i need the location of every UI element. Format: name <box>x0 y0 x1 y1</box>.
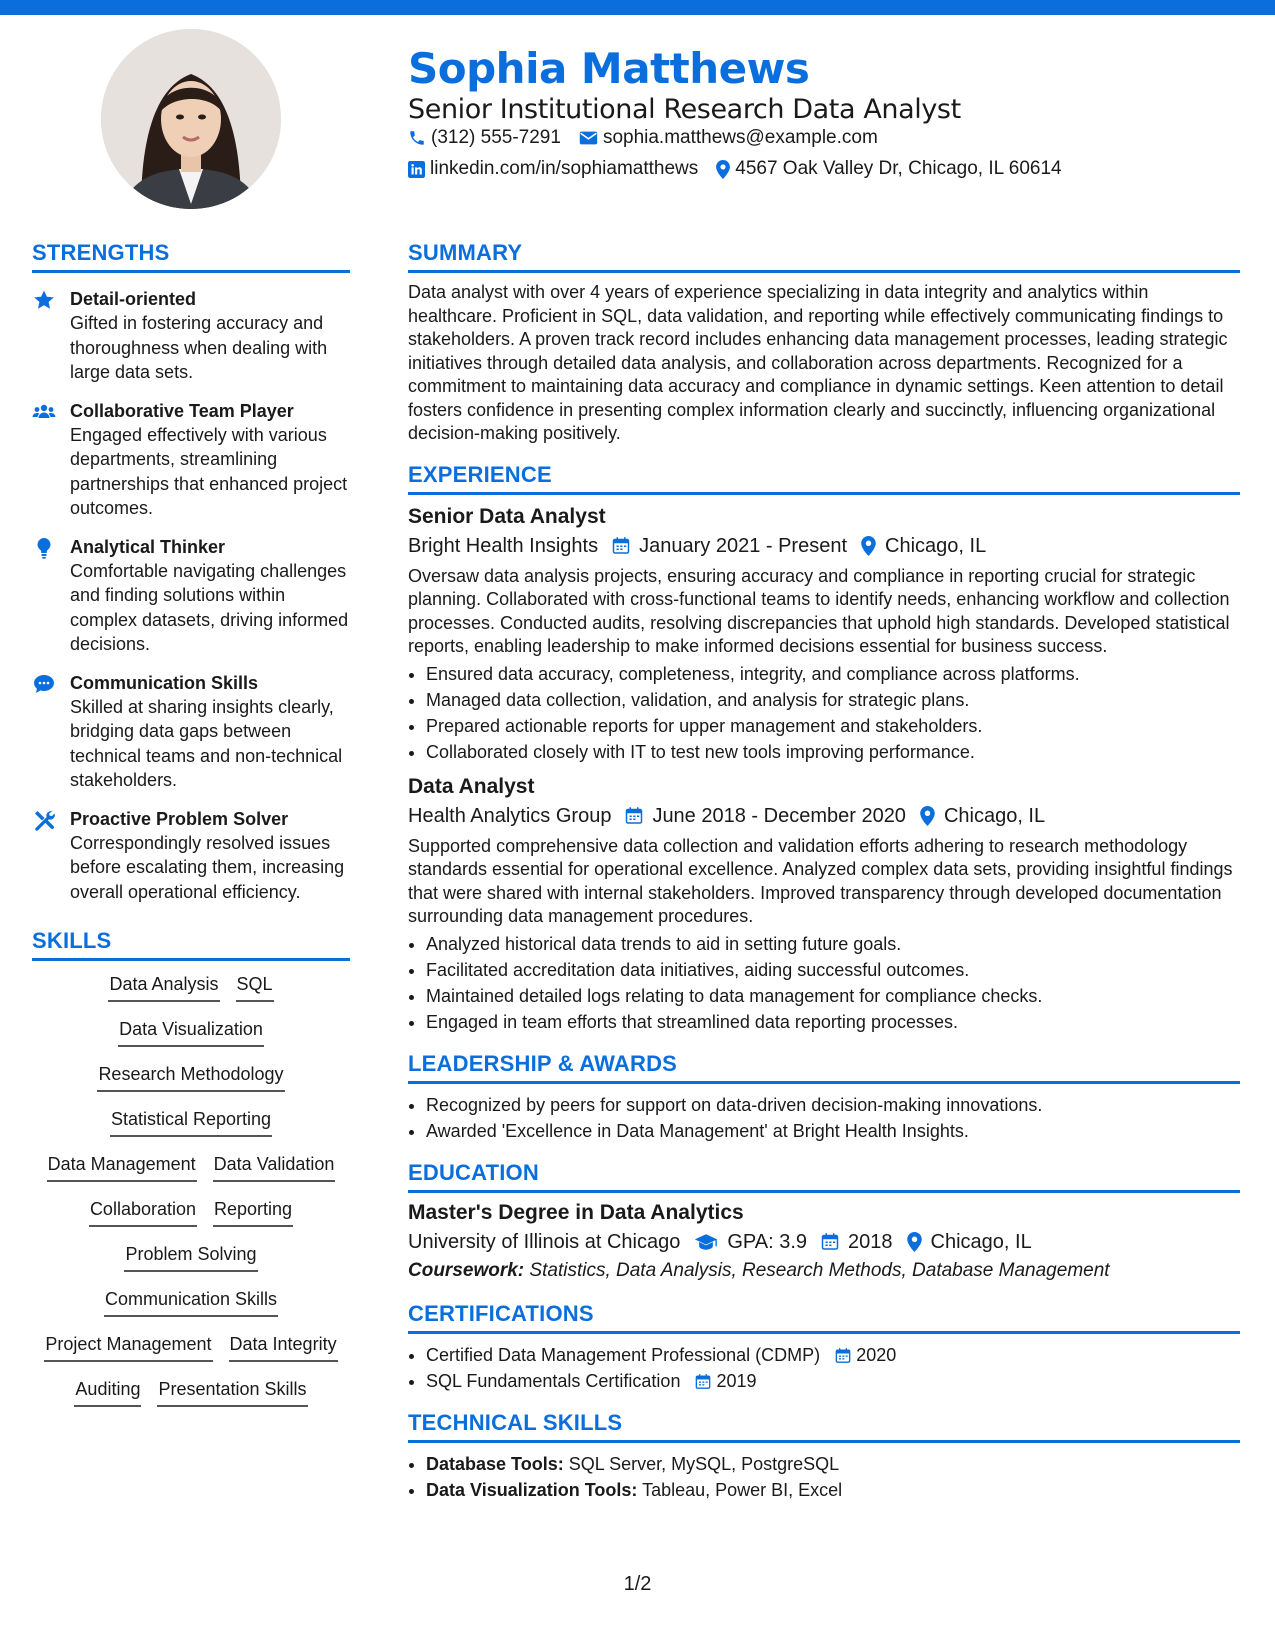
skill-row <box>32 1286 350 1317</box>
job-dates: January 2021 - Present <box>639 534 848 557</box>
strength-name: Collaborative Team Player <box>70 400 294 421</box>
summary-heading: SUMMARY <box>408 240 1240 273</box>
skill-row <box>32 1376 350 1407</box>
skill-row <box>32 971 350 1002</box>
skill-tag: Data Integrity <box>229 1331 338 1362</box>
skill-tag: Data Management <box>47 1151 197 1182</box>
leadership-item: • Awarded 'Excellence in Data Management' at Bright Health Insights. <box>426 1118 1240 1144</box>
job-bullet: • Maintained detailed logs relating to data management for compliance checks. <box>426 983 1240 1009</box>
address-contact <box>716 158 1061 180</box>
job-company: Bright Health Insights <box>408 534 599 557</box>
degree-title: Master's Degree in Data Analytics <box>408 1200 744 1224</box>
location-pin-icon <box>861 536 876 556</box>
certification-item <box>426 1342 1240 1368</box>
job-meta <box>408 531 1240 561</box>
skill-tag: Communication Skills <box>104 1286 278 1317</box>
technical-skill-value: SQL Server, MySQL, PostgreSQL <box>568 1453 840 1474</box>
skill-tag: Presentation Skills <box>157 1376 307 1407</box>
calendar-icon <box>695 1373 711 1390</box>
job-dates: June 2018 - December 2020 <box>652 804 906 827</box>
job-bullet: • Prepared actionable reports for upper management and stakeholders. <box>426 713 1240 739</box>
phone-icon <box>408 129 426 147</box>
address-text: 4567 Oak Valley Dr, Chicago, IL 60614 <box>735 158 1062 179</box>
tools-icon <box>32 808 56 832</box>
skill-tag: SQL <box>236 971 274 1002</box>
skill-row <box>32 1241 350 1272</box>
skill-tag: Project Management <box>44 1331 212 1362</box>
skill-row <box>32 1151 350 1182</box>
strength-name: Analytical Thinker <box>70 536 226 557</box>
right-column <box>408 240 1240 1503</box>
skill-tag: Research Methodology <box>97 1061 284 1092</box>
education-location: Chicago, IL <box>930 1230 1032 1253</box>
strength-name: Proactive Problem Solver <box>70 808 289 829</box>
job-bullet: • Managed data collection, validation, and analysis for strategic plans. <box>426 687 1240 713</box>
star-icon <box>32 288 56 312</box>
education-heading: EDUCATION <box>408 1160 1240 1193</box>
calendar-icon <box>625 806 643 825</box>
strength-item <box>32 287 350 385</box>
linkedin-icon <box>408 161 425 178</box>
skill-tag: Data Visualization <box>118 1016 264 1047</box>
coursework-text: Statistics, Data Analysis, Research Methods, Database Management <box>529 1259 1110 1281</box>
certification-name: SQL Fundamentals Certification <box>426 1370 681 1391</box>
strength-desc: Comfortable navigating challenges and finding solutions within complex datasets, driving informed decisions. <box>70 560 349 654</box>
graduation-cap-icon <box>694 1233 718 1251</box>
strength-item <box>32 399 350 521</box>
technical-skill-item <box>426 1477 1240 1503</box>
top-accent-bar <box>0 0 1275 15</box>
strength-desc: Engaged effectively with various departments, streamlining partnerships that enhanced project outcomes. <box>70 424 348 518</box>
strength-desc: Skilled at sharing insights clearly, bridging data gaps between technical teams and non-technical stakeholders. <box>70 696 343 790</box>
technical-skill-item <box>426 1451 1240 1477</box>
email-icon <box>579 130 598 146</box>
skill-tag: Problem Solving <box>124 1241 257 1272</box>
location-pin-icon <box>907 1232 922 1252</box>
candidate-title: Senior Institutional Research Data Analyst <box>408 94 961 125</box>
strength-item <box>32 535 350 657</box>
job-entry <box>408 503 1240 765</box>
strength-name: Communication Skills <box>70 672 259 693</box>
summary-text: Data analyst with over 4 years of experience specializing in data integrity and analytics within healthcare. Proficient in SQL, data validation, and reporting while effectively communicating findings to stakeholders. A proven track record includes enhancing data management processes, leading strategic initiatives through detailed data analysis, and collaboration across departments. Recognized for a commitment to maintaining data accuracy and compliance in dynamic settings. Keen attention to detail fosters confidence in presenting complex information clearly and succinctly, influencing organizational decision-making positively. <box>408 282 1228 443</box>
leadership-item: • Recognized by peers for support on data-driven decision-making innovations. <box>426 1092 1240 1118</box>
calendar-icon <box>821 1232 839 1251</box>
skill-tag: Reporting <box>213 1196 293 1227</box>
leadership-heading: LEADERSHIP & AWARDS <box>408 1051 1240 1084</box>
school-name: University of Illinois at Chicago <box>408 1230 681 1253</box>
linkedin-text: linkedin.com/in/sophiamatthews <box>430 158 699 179</box>
job-bullet: • Ensured data accuracy, completeness, integrity, and compliance across platforms. <box>426 661 1240 687</box>
strength-desc: Correspondingly resolved issues before escalating them, increasing overall operational efficiency. <box>70 832 345 902</box>
certification-item <box>426 1368 1240 1394</box>
experience-heading: EXPERIENCE <box>408 462 1240 495</box>
skill-tag: Data Analysis <box>108 971 219 1002</box>
technical-skill-value: Tableau, Power BI, Excel <box>642 1479 843 1500</box>
job-bullet: • Engaged in team efforts that streamlined data reporting processes. <box>426 1009 1240 1035</box>
job-meta <box>408 801 1240 831</box>
job-bullets <box>408 661 1240 765</box>
skill-tag: Collaboration <box>89 1196 197 1227</box>
job-bullet: • Analyzed historical data trends to aid in setting future goals. <box>426 931 1240 957</box>
job-bullet: • Facilitated accreditation data initiatives, aiding successful outcomes. <box>426 957 1240 983</box>
skill-row <box>32 1061 350 1092</box>
certification-name: Certified Data Management Professional (CDMP) <box>426 1344 821 1365</box>
skills-list <box>32 971 350 1407</box>
job-description: Supported comprehensive data collection and validation efforts adhering to research methodology standards essential for operational excellence. Analyzed complex data sets, providing insightful findings that were shared with internal stakeholders. Improved transparency through developed documentation surrounding data management procedures. <box>408 835 1233 926</box>
leadership-list <box>408 1092 1240 1144</box>
job-company: Health Analytics Group <box>408 804 612 827</box>
job-description: Oversaw data analysis projects, ensuring accuracy and compliance in reporting crucial for strategic planning. Collaborated with cross-functional teams to identify needs, enhancing workflow and collection processes. Conducted audits, resolving discrepancies that uphold high standards. Developed statistical reports, enabling leadership to make informed decisions essential for business success. <box>408 565 1230 656</box>
location-pin-icon <box>920 806 935 826</box>
strength-name: Detail-oriented <box>70 289 197 309</box>
job-bullet: • Collaborated closely with IT to test new tools improving performance. <box>426 739 1240 765</box>
education-year: 2018 <box>848 1230 893 1253</box>
job-title: Senior Data Analyst <box>408 504 606 528</box>
strengths-heading: STRENGTHS <box>32 240 350 273</box>
skill-tag: Data Validation <box>213 1151 336 1182</box>
profile-photo <box>101 29 281 209</box>
skill-tag: Statistical Reporting <box>110 1106 272 1137</box>
strength-desc: Gifted in fostering accuracy and thoroughness when dealing with large data sets. <box>70 313 328 382</box>
left-column <box>32 240 350 1421</box>
contact-row-2 <box>408 158 1080 180</box>
coursework-line <box>408 1257 1240 1285</box>
phone-text: (312) 555-7291 <box>431 127 561 148</box>
job-location: Chicago, IL <box>943 804 1046 827</box>
contact-row-1 <box>408 127 896 149</box>
page-number: 1/2 <box>623 1573 652 1595</box>
phone-contact[interactable] <box>408 127 561 149</box>
job-title: Data Analyst <box>408 774 535 798</box>
technical-skills-heading: TECHNICAL SKILLS <box>408 1410 1240 1443</box>
job-location: Chicago, IL <box>885 534 987 557</box>
coursework-label: Coursework: <box>408 1259 525 1281</box>
location-pin-icon <box>716 160 730 179</box>
technical-skills-list <box>408 1451 1240 1503</box>
users-icon <box>32 400 56 424</box>
skill-row <box>32 1016 350 1047</box>
calendar-icon <box>612 536 630 555</box>
candidate-name: Sophia Matthews <box>408 44 810 93</box>
chat-icon <box>32 672 56 696</box>
skill-row <box>32 1106 350 1137</box>
skills-heading: SKILLS <box>32 928 350 961</box>
certifications-heading: CERTIFICATIONS <box>408 1301 1240 1334</box>
email-contact[interactable] <box>579 127 878 149</box>
email-text: sophia.matthews@example.com <box>602 127 878 148</box>
certifications-list <box>408 1342 1240 1394</box>
lightbulb-icon <box>32 536 56 560</box>
job-bullets <box>408 931 1240 1035</box>
linkedin-contact[interactable] <box>408 158 698 180</box>
education-meta <box>408 1227 1240 1257</box>
strength-item <box>32 807 350 905</box>
strength-item <box>32 671 350 793</box>
technical-skill-label: Data Visualization Tools: <box>426 1479 638 1500</box>
education-gpa: GPA: 3.9 <box>727 1230 808 1253</box>
skill-row <box>32 1331 350 1362</box>
technical-skill-label: Database Tools: <box>426 1453 564 1474</box>
skill-row <box>32 1196 350 1227</box>
job-entry <box>408 773 1240 1035</box>
calendar-icon <box>835 1347 851 1364</box>
certification-year: 2020 <box>856 1344 897 1365</box>
certification-year: 2019 <box>716 1370 757 1391</box>
skill-tag: Auditing <box>74 1376 141 1407</box>
